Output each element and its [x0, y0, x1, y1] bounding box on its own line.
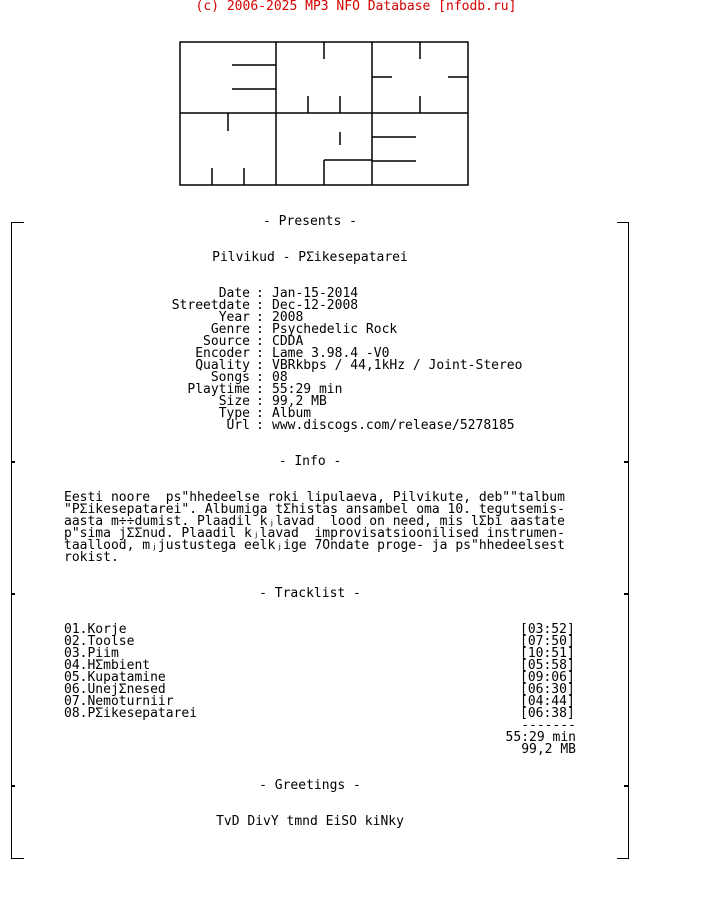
- section-presents: - Presents -: [263, 214, 357, 229]
- field-colon: :: [256, 418, 264, 433]
- field-label-date: Date: [218, 286, 250, 301]
- field-label-songs: Songs: [210, 370, 250, 385]
- track-name: 04.HΣmbient: [64, 658, 151, 673]
- field-value-encoder: Lame 3.98.4 -V0: [272, 346, 390, 361]
- field-colon: :: [256, 382, 264, 397]
- track-name: 01.Korje: [64, 622, 127, 637]
- field-value-size: 99,2 MB: [272, 394, 327, 409]
- info-line: taallood, mⱼjustustega eelkⱼige 7Ondate proge- ja ps"hhedeelsest: [64, 538, 565, 553]
- field-label-size: Size: [218, 394, 250, 409]
- greetings-text: TvD DivY tmnd EiSO kiNky: [216, 814, 404, 829]
- field-label-genre: Genre: [210, 322, 250, 337]
- track-time: [07:50]: [520, 634, 575, 649]
- frame-right-bracket: [617, 222, 629, 859]
- section-tracklist: - Tracklist -: [259, 586, 361, 601]
- field-colon: :: [256, 286, 264, 301]
- site-header: (c) 2006-2025 MP3 NFO Database [nfodb.ru]: [195, 0, 517, 14]
- field-label-type: Type: [218, 406, 250, 421]
- track-name: 08.PΣikesepatarei: [64, 706, 198, 721]
- track-name: 06.UnejΣnesed: [64, 682, 166, 697]
- field-label-quality: Quality: [195, 358, 250, 373]
- field-colon: :: [256, 310, 264, 325]
- total-size: 99,2 MB: [521, 742, 576, 757]
- track-time: [05:58]: [520, 658, 575, 673]
- field-label-year: Year: [218, 310, 250, 325]
- field-colon: :: [256, 406, 264, 421]
- track-name: 05.Kupatamine: [64, 670, 166, 685]
- field-value-year: 2008: [272, 310, 304, 325]
- field-label-playtime: Playtime: [187, 382, 250, 397]
- field-label-encoder: Encoder: [195, 346, 250, 361]
- info-line: aasta m÷÷dumist. Plaadil kⱼlavad lood on need, mis lΣbi aastate: [64, 514, 565, 529]
- info-line: "PΣikesepatarei". Albumiga tΣhistas ansambel oma 10. tegutsemis-: [64, 502, 565, 517]
- field-colon: :: [256, 370, 264, 385]
- field-colon: :: [256, 334, 264, 349]
- field-label-streetdate: Streetdate: [171, 298, 250, 313]
- info-line: rokist.: [64, 550, 119, 565]
- info-line: p"sima jΣΣnud. Plaadil kⱼlavad improvisatsioonilised instrumen-: [64, 526, 565, 541]
- total-playtime: 55:29 min: [505, 730, 576, 745]
- field-colon: :: [256, 346, 264, 361]
- frame-tick: [624, 461, 628, 463]
- track-time: [09:06]: [520, 670, 575, 685]
- field-value-streetdate: Dec-12-2008: [272, 298, 359, 313]
- section-greetings: - Greetings -: [259, 778, 361, 793]
- field-colon: :: [256, 298, 264, 313]
- field-value-genre: Psychedelic Rock: [272, 322, 398, 337]
- field-colon: :: [256, 394, 264, 409]
- field-value-type: Album: [272, 406, 312, 421]
- field-value-source: CDDA: [272, 334, 304, 349]
- track-name: 07.Nemoturniir: [64, 694, 174, 709]
- field-value-url: www.discogs.com/release/5278185: [272, 418, 515, 433]
- frame-tick: [624, 785, 628, 787]
- field-value-songs: 08: [272, 370, 288, 385]
- nfo-logo-graphic: [179, 41, 470, 187]
- frame-tick: [624, 593, 628, 595]
- total-separator: -------: [521, 718, 576, 733]
- track-time: [06:38]: [520, 706, 575, 721]
- field-label-source: Source: [203, 334, 250, 349]
- field-value-quality: VBRkbps / 44,1kHz / Joint-Stereo: [272, 358, 523, 373]
- track-time: [10:51]: [520, 646, 575, 661]
- field-value-playtime: 55:29 min: [272, 382, 343, 397]
- release-title: Pilvikud - PΣikesepatarei: [212, 250, 408, 265]
- info-line: Eesti noore ps"hhedeelse roki lipulaeva, Pilvikute, deb""talbum: [64, 490, 565, 505]
- field-colon: :: [256, 358, 264, 373]
- track-name: 02.Toolse: [64, 634, 135, 649]
- track-name: 03.Piim: [64, 646, 119, 661]
- field-colon: :: [256, 322, 264, 337]
- field-value-date: Jan-15-2014: [272, 286, 359, 301]
- track-time: [06:30]: [520, 682, 575, 697]
- section-info: - Info -: [278, 454, 342, 469]
- track-time: [03:52]: [520, 622, 575, 637]
- frame-left-bracket: [11, 222, 24, 859]
- track-time: [04:44]: [520, 694, 575, 709]
- field-label-url: Url: [226, 418, 250, 433]
